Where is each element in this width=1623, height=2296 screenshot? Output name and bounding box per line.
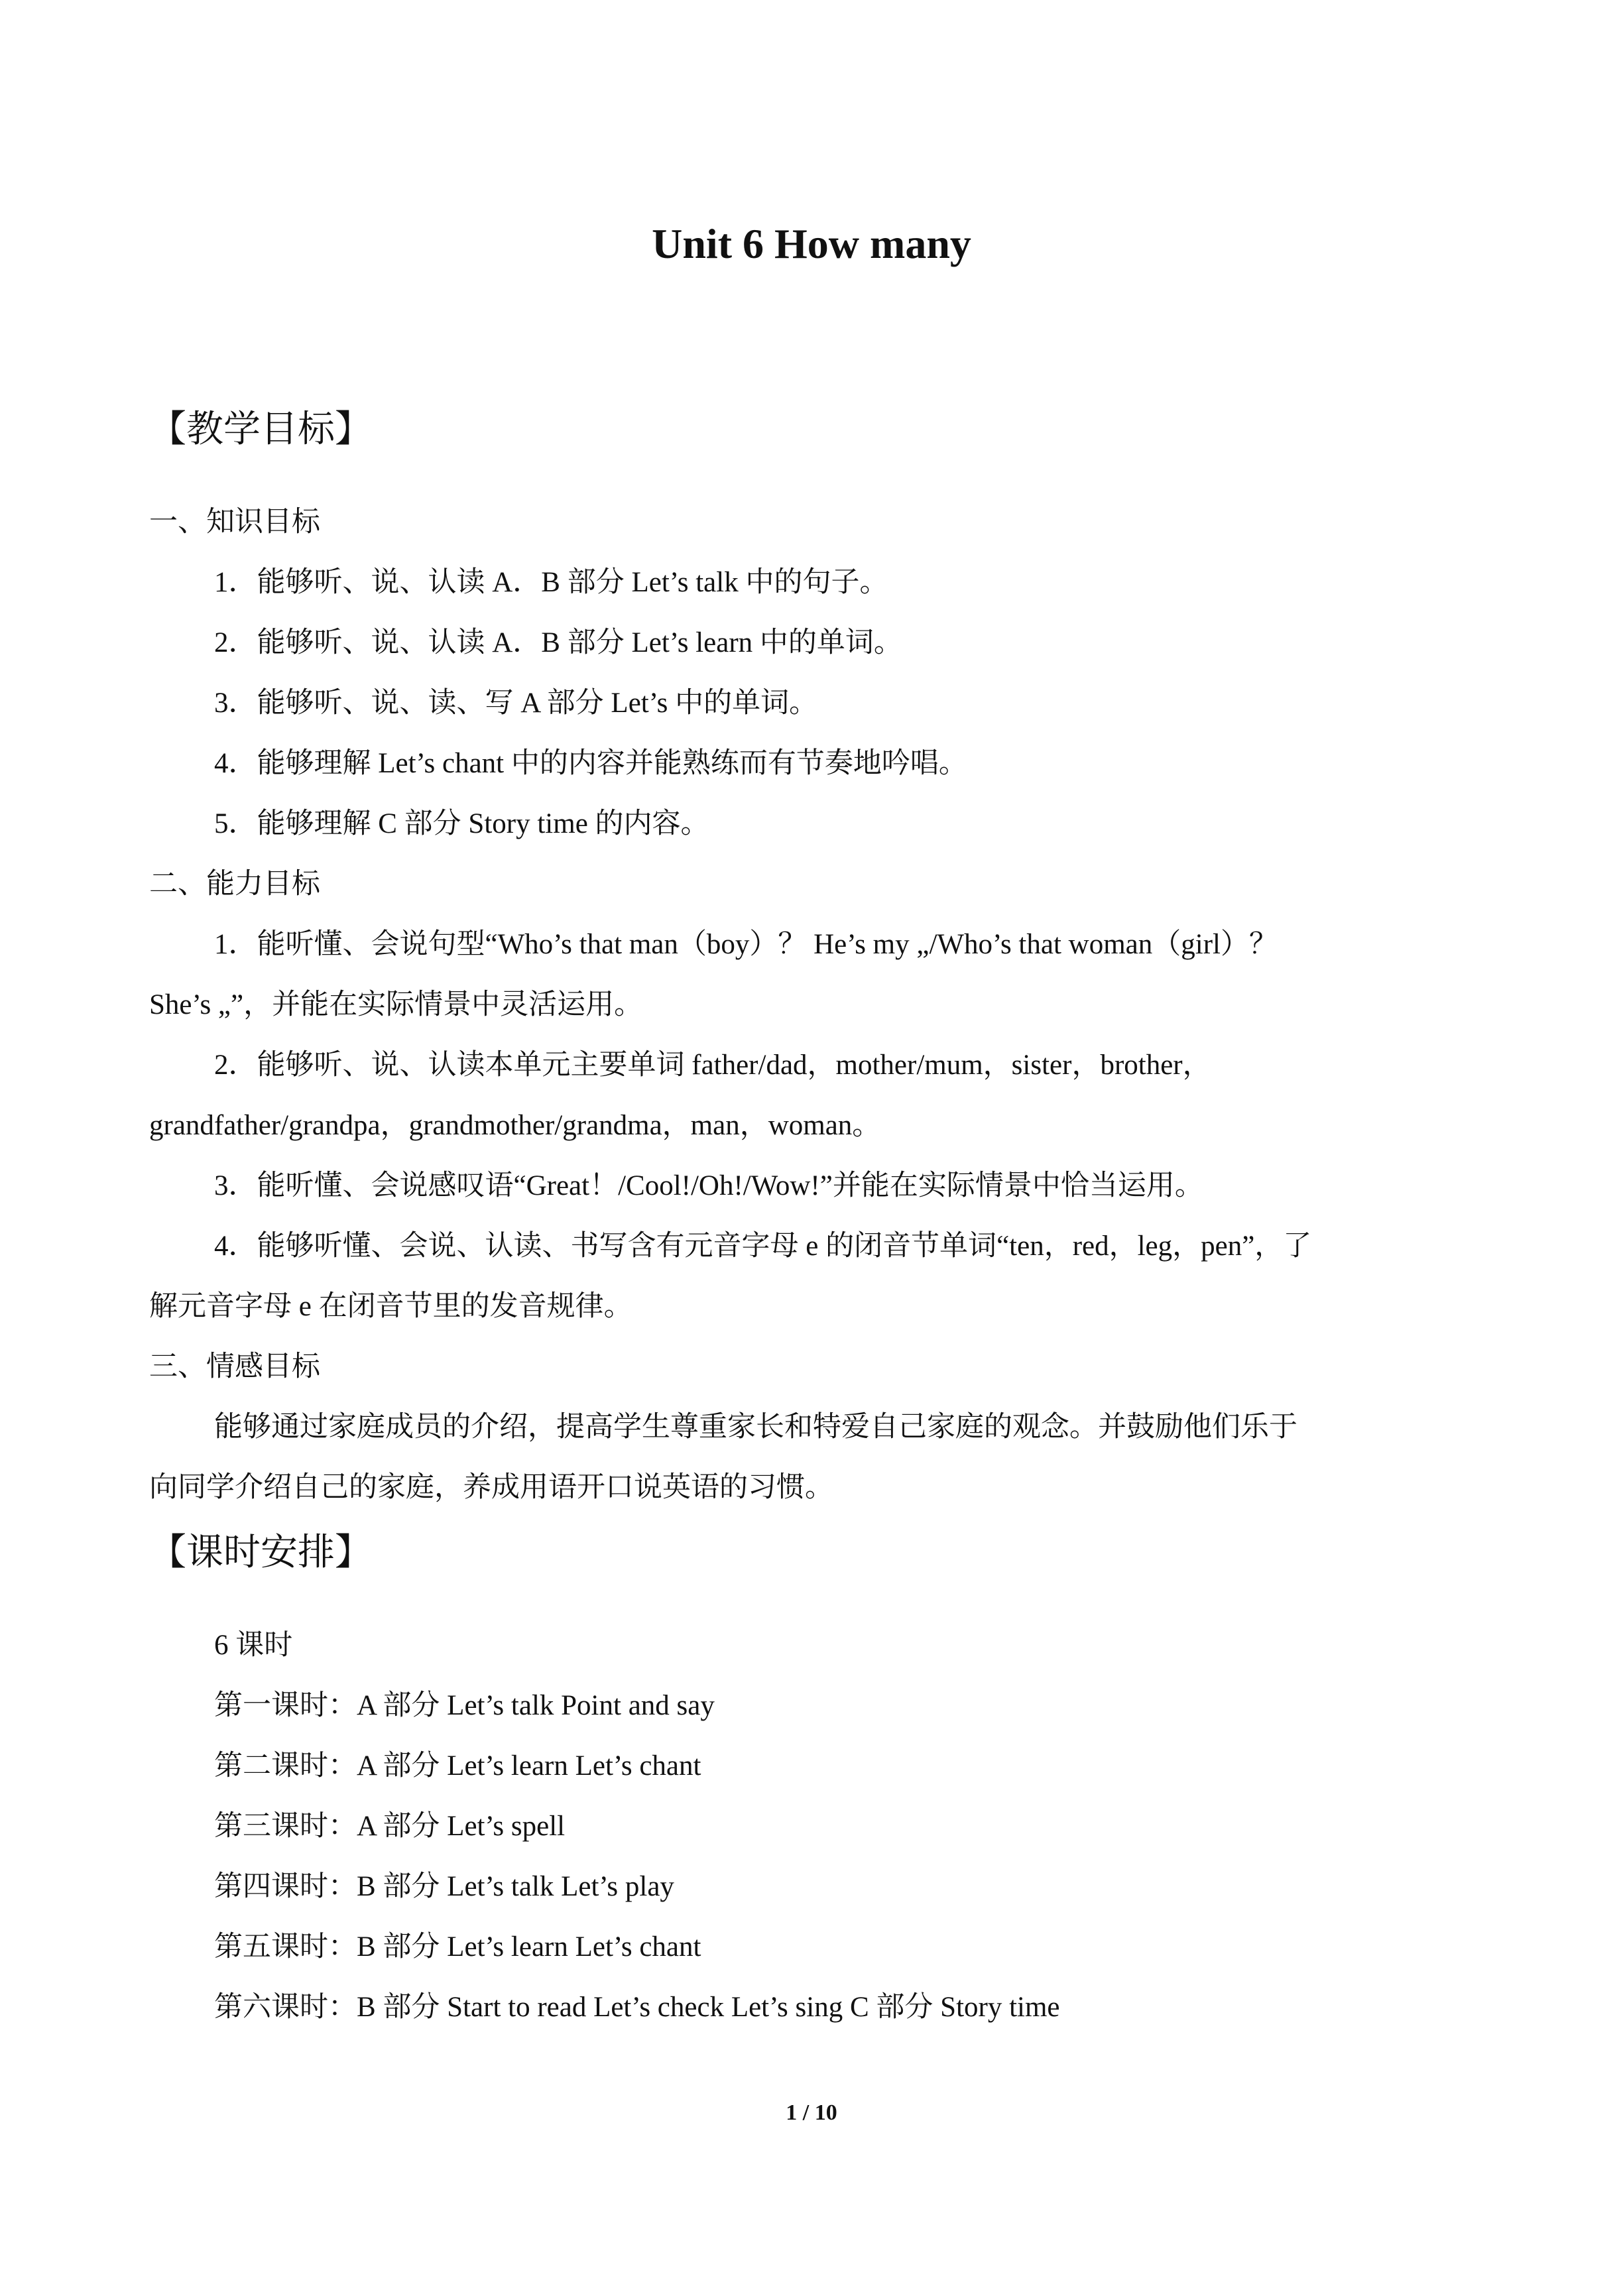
emotion-item: 向同学介绍自己的家庭，养成用语开口说英语的习惯。 — [149, 1472, 833, 1503]
ability-item: 4．能够听懂、会说、认读、书写含有元音字母 e 的闭音节单词“ten，red，leg，pen”，了 — [214, 1231, 1312, 1262]
emotion-heading: 三、情感目标 — [149, 1351, 320, 1382]
schedule-lesson: 第三课时：A 部分 Let’s spell — [214, 1811, 566, 1842]
knowledge-item: 1．能够听、说、认读 A．B 部分 Let’s talk 中的句子。 — [214, 567, 888, 598]
knowledge-item: 2．能够听、说、认读 A．B 部分 Let’s learn 中的单词。 — [214, 627, 902, 658]
ability-item: 3．能听懂、会说感叹语“Great！/Cool!/Oh!/Wow!”并能在实际情景中恰当运用。 — [214, 1170, 1203, 1201]
page-number: 1 / 10 — [786, 2100, 837, 2125]
schedule-total: 6 课时 — [214, 1630, 293, 1661]
schedule-lesson: 第六课时：B 部分 Start to read Let’s check Let’s sing C 部分 Story time — [214, 1992, 1060, 2023]
knowledge-item: 4．能够理解 Let’s chant 中的内容并能熟练而有节奏地吟唱。 — [214, 748, 967, 779]
knowledge-item: 5．能够理解 C 部分 Story time 的内容。 — [214, 808, 709, 839]
ability-heading: 二、能力目标 — [149, 869, 320, 900]
schedule-lesson: 第一课时：A 部分 Let’s talk Point and say — [214, 1690, 715, 1721]
ability-item: grandfather/grandpa，grandmother/grandma，man，woman。 — [149, 1110, 881, 1141]
page-title: Unit 6 How many — [652, 220, 971, 267]
knowledge-item: 3．能够听、说、读、写 A 部分 Let’s 中的单词。 — [214, 688, 818, 719]
schedule-lesson: 第五课时：B 部分 Let’s learn Let’s chant — [214, 1931, 701, 1963]
ability-item: She’s „”，并能在实际情景中灵活运用。 — [149, 989, 643, 1020]
ability-item: 解元音字母 e 在闭音节里的发音规律。 — [149, 1291, 632, 1322]
emotion-item: 能够通过家庭成员的介绍，提高学生尊重家长和特爱自己家庭的观念。并鼓励他们乐于 — [214, 1412, 1297, 1443]
ability-item: 1．能听懂、会说句型“Who’s that man（boy）？ He’s my „/Who’s that woman（girl）？ — [214, 929, 1278, 960]
ability-item: 2．能够听、说、认读本单元主要单词 father/dad，mother/mum，sister，brother， — [214, 1050, 1211, 1081]
schedule-lesson: 第二课时：A 部分 Let’s learn Let’s chant — [214, 1750, 701, 1782]
schedule-lesson: 第四课时：B 部分 Let’s talk Let’s play — [214, 1871, 674, 1902]
objectives-heading: 【教学目标】 — [149, 408, 372, 451]
knowledge-heading: 一、知识目标 — [149, 507, 320, 538]
schedule-heading: 【课时安排】 — [149, 1531, 372, 1574]
